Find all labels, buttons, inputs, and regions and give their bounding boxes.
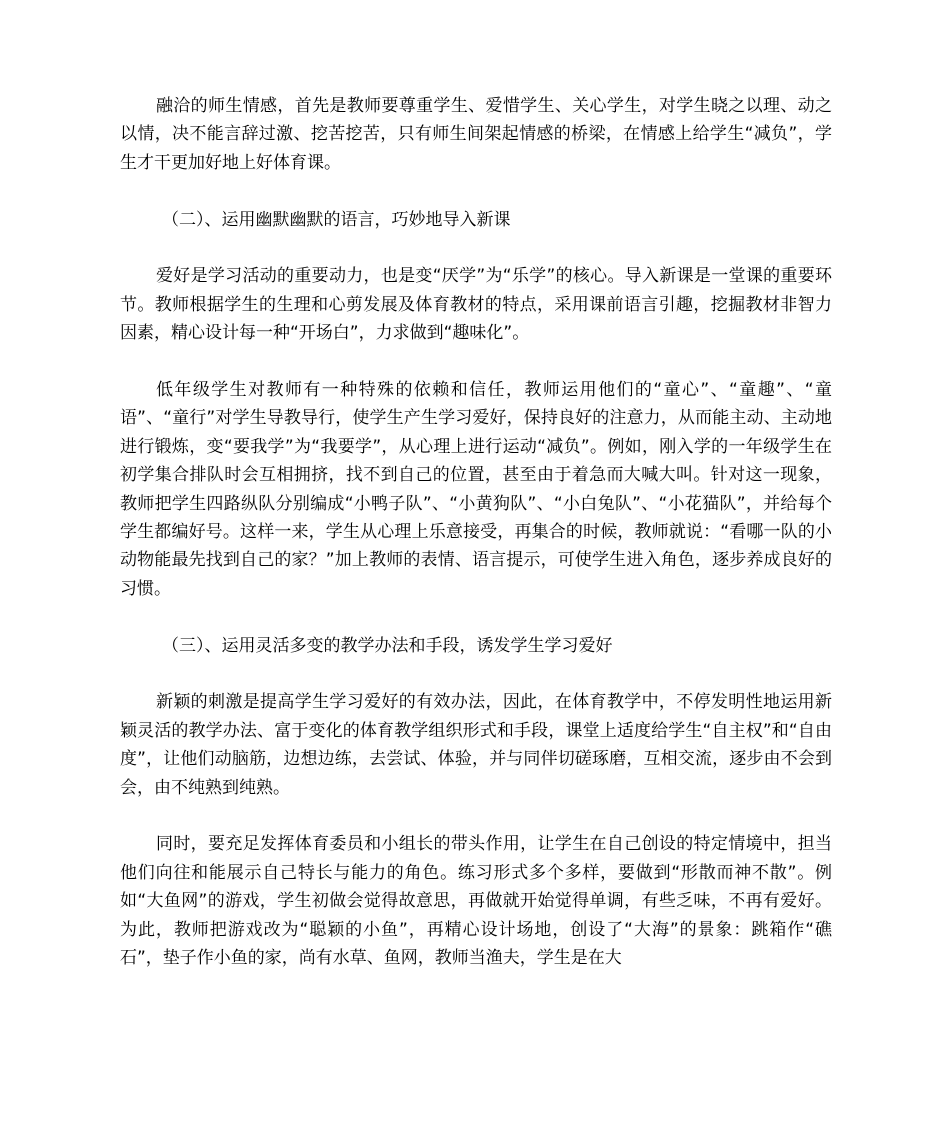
section-heading-2: （二）、运用幽默幽默的语言，巧妙地导入新课 (162, 209, 511, 230)
paragraph-sports-committee: 同时，要充足发挥体育委员和小组长的带头作用，让学生在自己创设的特定情境中，担当他们向往和能展示自己特长与能力的角色。练习形式多个多样，要做到“形散而神不散”。例如“大鱼网”的游戏，学生初做会觉得故意思，再做就开始觉得单调，有些乏味，不再有爱好。为此，教师把游戏改为“聪颖的小鱼”，再精心设计场地，创设了“大海”的景象：跳箱作“礁石”，垫子作小鱼的家，尚有水草、鱼网，教师当渔夫，学生是在大 (120, 834, 832, 969)
paragraph-teacher-student-emotion: 融洽的师生情感，首先是教师要尊重学生、爱惜学生、关心学生，对学生晓之以理、动之以情，决不能言辞过激、挖苦挖苦，只有师生间架起情感的桥梁，在情感上给学生“减负”，学生才干更加好地上好体育课。 (120, 96, 832, 173)
paragraph-interest-motivation: 爱好是学习活动的重要动力，也是变“厌学”为“乐学”的核心。导入新课是一堂课的重要环节。教师根据学生的生理和心剪发展及体育教材的特点，采用课前语言引趣，挖掘教材非智力因素，精心设计每一种“开场白”，力求做到“趣味化”。 (120, 266, 832, 344)
document-body (120, 92, 832, 1001)
paragraph-novel-stimulus: 新颖的刺激是提高学生学习爱好的有效办法，因此，在体育教学中，不停发明性地运用新颖灵活的教学办法、富于变化的体育教学组织形式和手段，课堂上适度给学生“自主权”和“自由度”，让他们动脑筋，边想边练，去尝试、体验，并与同伴切磋琢磨，互相交流，逐步由不会到会，由不纯熟到纯熟。 (120, 692, 832, 798)
paragraph-lower-grade-students: 低年级学生对教师有一种特殊的依赖和信任，教师运用他们的“童心”、“童趣”、“童语”、“童行”对学生导教导行，使学生产生学习爱好，保持良好的注意力，从而能主动、主动地进行锻炼，变“要我学”为“我要学”，从心理上进行运动“减负”。例如，刚入学的一年级学生在初学集合排队时会互相拥挤，找不到自己的位置，甚至由于着急而大喊大叫。针对这一现象，教师把学生四路纵队分别编成“小鸭子队”、“小黄狗队”、“小白兔队”、“小花猫队”，并给每个学生都编好号。这样一来，学生从心理上乐意接受，再集合的时候，教师就说：“看哪一队的小动物能最先找到自己的家？”加上教师的表情、语言提示，可使学生进入角色，逐步养成良好的习惯。 (120, 380, 832, 599)
section-heading-3: （三）、运用灵活多变的教学办法和手段，诱发学生学习爱好 (162, 635, 613, 656)
